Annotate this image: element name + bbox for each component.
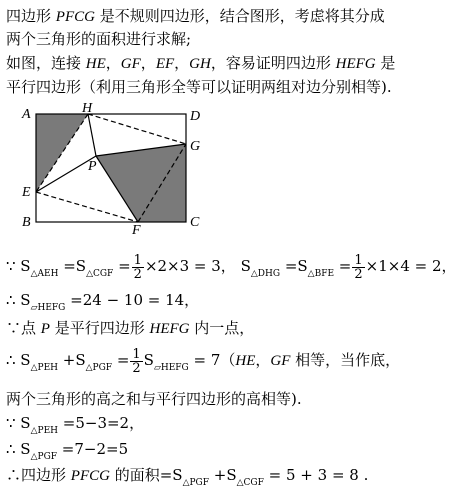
math-var: HEFG xyxy=(335,56,376,72)
text: =S xyxy=(58,257,87,275)
text: S xyxy=(143,351,154,369)
segment-hp xyxy=(88,114,96,156)
subscript: △PGF xyxy=(85,363,113,373)
math-var: PFCG xyxy=(70,468,110,484)
text: =5−3=2， xyxy=(58,414,145,432)
text: =7−2=5 xyxy=(57,440,129,458)
label-c: C xyxy=(190,215,200,230)
text: ， xyxy=(174,54,190,72)
formula-line-7 xyxy=(6,439,128,462)
text: 相等，当作底， xyxy=(290,351,401,369)
formula-line-2 xyxy=(6,290,199,313)
math-var: PFCG xyxy=(55,9,95,25)
math-var: P xyxy=(40,321,50,337)
text: = xyxy=(334,257,352,275)
text: 两个三角形的高之和与平行四边形的高相等). xyxy=(6,390,302,408)
geometry-figure xyxy=(18,101,201,238)
label-f: F xyxy=(132,223,141,238)
subscript: △AEH xyxy=(30,269,59,279)
subscript: △CGF xyxy=(236,478,264,488)
math-var: HE xyxy=(85,56,106,72)
text: ∴ S xyxy=(6,351,31,369)
formula-line-4 xyxy=(6,346,400,377)
fraction-half: $\frac{1}{2}$ xyxy=(132,346,141,376)
text: ， xyxy=(105,54,121,72)
text: 平行四边形（利用三角形全等可以证明两组对边分别相等). xyxy=(6,78,392,96)
text-line-3 xyxy=(6,53,395,74)
text: ， xyxy=(140,54,156,72)
math-var: GH xyxy=(189,56,211,72)
text: 是不规则四边形，结合图形，考虑将其分成 xyxy=(94,7,385,25)
shaded-quad-pfcg xyxy=(96,144,186,222)
fraction-half: $\frac{1}{2}$ xyxy=(133,252,142,282)
subscript: △DHG xyxy=(250,269,281,279)
label-a: A xyxy=(22,107,31,122)
label-e: E xyxy=(22,185,31,200)
math-var: HE xyxy=(235,353,256,369)
text: ，容易证明四边形 xyxy=(210,54,336,72)
text: ， xyxy=(255,351,271,369)
text: = 7（ xyxy=(188,351,236,369)
subscript: △PGF xyxy=(182,478,209,488)
text: 内一点， xyxy=(189,319,255,337)
text: 如图，连接 xyxy=(6,54,86,72)
text: ∴ S xyxy=(6,291,31,309)
label-h: H xyxy=(82,101,93,116)
subscript: △PEH xyxy=(30,363,58,373)
fraction-half: $\frac{1}{2}$ xyxy=(354,252,363,282)
text: ×1×4 = 2， xyxy=(365,257,457,275)
math-var: EF xyxy=(155,56,175,72)
subscript: △PEH xyxy=(30,426,58,436)
text: ∵点 xyxy=(6,319,41,337)
subscript: △CGF xyxy=(86,269,114,279)
label-g: G xyxy=(190,139,201,154)
text-line-2 xyxy=(6,29,191,49)
text: 两个三角形的面积进行求解; xyxy=(6,30,192,48)
subscript: ▱HEFG xyxy=(30,303,66,313)
text: ×2×3 = 3， S xyxy=(144,257,251,275)
text: +S xyxy=(209,466,237,484)
text-line-1 xyxy=(6,6,385,27)
text: = 5 + 3 = 8 . xyxy=(263,466,369,484)
text: ∴四边形 xyxy=(6,466,71,484)
formula-line-6 xyxy=(6,413,144,436)
dashed-hg xyxy=(88,114,186,144)
formula-line-3 xyxy=(6,318,254,339)
label-b: B xyxy=(22,215,31,230)
text: ∵ S xyxy=(6,257,31,275)
text: ∵ S xyxy=(6,414,31,432)
label-d: D xyxy=(190,109,201,124)
subscript: △PGF xyxy=(30,452,58,462)
math-var: GF xyxy=(270,353,291,369)
text: =24 − 10 = 14， xyxy=(65,291,200,309)
math-var: HEFG xyxy=(149,321,190,337)
math-var: GF xyxy=(120,56,141,72)
text: 的面积=S xyxy=(109,466,183,484)
text: 是 xyxy=(375,54,396,72)
text: ∴ S xyxy=(6,440,31,458)
formula-line-1 xyxy=(6,252,457,283)
text: = xyxy=(113,257,131,275)
text: =S xyxy=(280,257,308,275)
subscript: ▱HEFG xyxy=(153,363,189,373)
text: +S xyxy=(58,351,86,369)
formula-line-8 xyxy=(6,465,368,488)
text: 四边形 xyxy=(6,7,56,25)
subscript: △BFE xyxy=(307,269,335,279)
formula-line-5 xyxy=(6,389,302,409)
text-line-4 xyxy=(6,77,392,97)
text: = xyxy=(112,351,130,369)
label-p: P xyxy=(88,159,97,174)
text: 是平行四边形 xyxy=(49,319,150,337)
